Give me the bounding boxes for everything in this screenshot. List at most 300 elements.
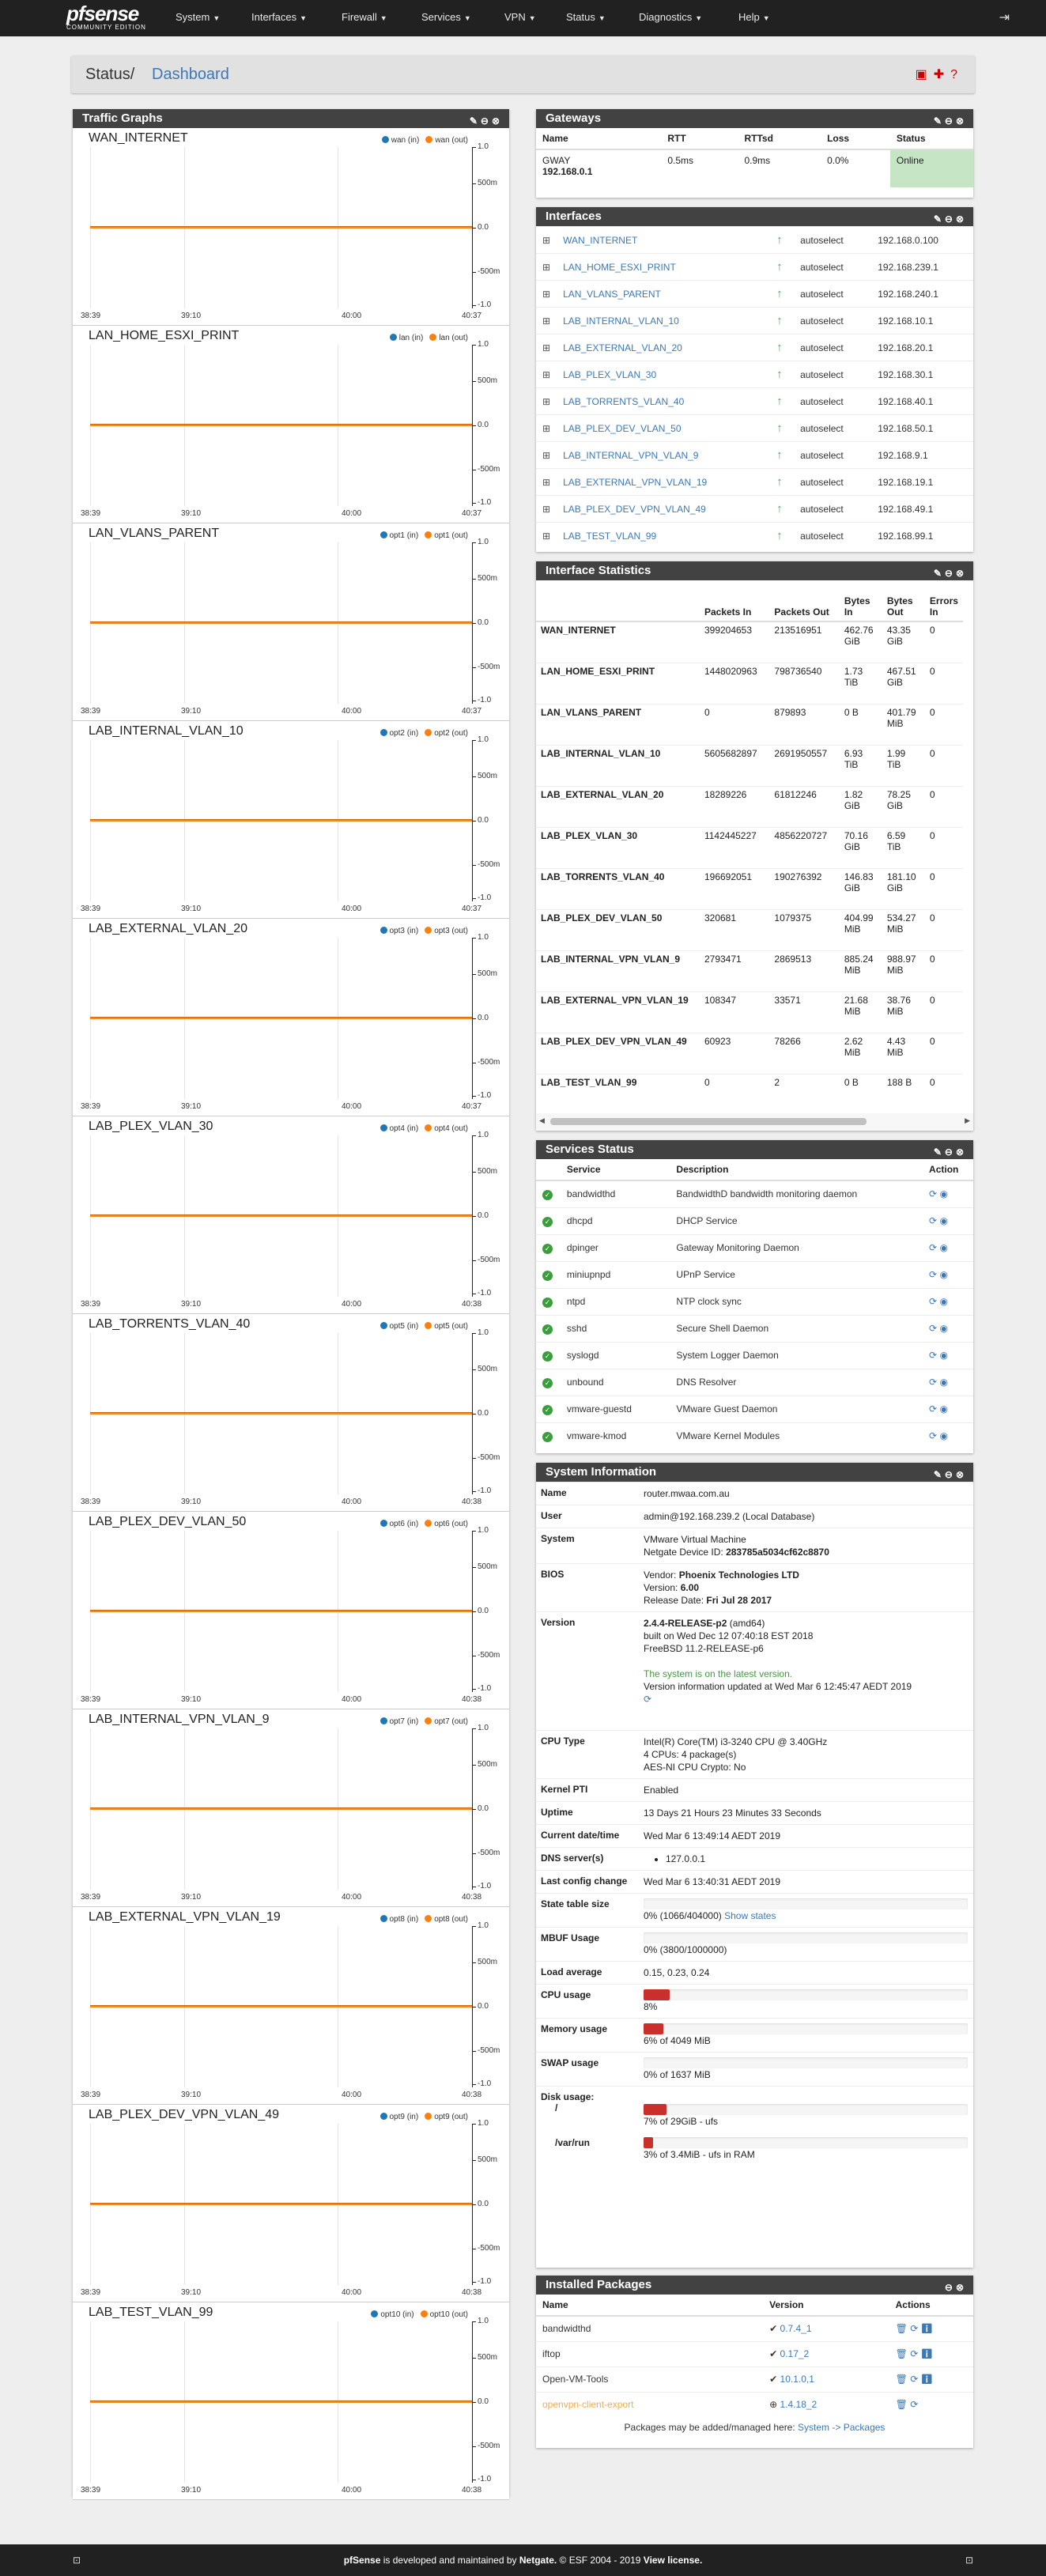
- col-rttsd: RTTsd: [738, 128, 821, 149]
- reinstall-icon[interactable]: ⟳: [910, 2323, 921, 2335]
- service-row: [536, 1422, 973, 1449]
- y-tick-label: 0.0: [478, 1607, 489, 1615]
- y-tick-mark: [472, 2282, 476, 2283]
- interface-link[interactable]: LAB_INTERNAL_VPN_VLAN_9: [563, 449, 699, 461]
- package-version-cell: [763, 2341, 889, 2366]
- graph-title: LAB_EXTERNAL_VPN_VLAN_19: [89, 1910, 281, 1924]
- gateway-status: Online: [890, 149, 973, 187]
- nav-system[interactable]: [176, 11, 220, 23]
- interface-link[interactable]: WAN_INTERNET: [563, 234, 638, 246]
- label-name: Name: [541, 1487, 567, 1498]
- y-tick-mark: [472, 2204, 476, 2205]
- footer-right-icon[interactable]: ⊡: [965, 2555, 973, 2566]
- label-cpu: CPU Type: [541, 1736, 585, 1747]
- logo-text: pfsense: [66, 2, 139, 25]
- minimize-icon[interactable]: ⊖: [944, 568, 956, 579]
- interface-media: autoselect: [794, 442, 871, 469]
- value-system: VMware Virtual Machine: [644, 1534, 746, 1545]
- y-tick-mark: [472, 1853, 476, 1854]
- stop-icon[interactable]: ◉: [939, 1430, 948, 1442]
- label-bios-date: Release Date:: [644, 1595, 704, 1606]
- scrollbar-thumb[interactable]: [550, 1118, 867, 1125]
- nav-help[interactable]: [738, 11, 770, 23]
- legend-in-swatch: [380, 1717, 387, 1724]
- interface-media: autoselect: [794, 361, 871, 388]
- arrow-up-icon: ↑: [776, 260, 783, 274]
- y-tick-label: 1.0: [478, 2119, 489, 2128]
- y-tick-label: 500m: [478, 574, 498, 583]
- legend-in-swatch: [380, 2113, 387, 2120]
- close-icon[interactable]: ⊗: [955, 115, 967, 127]
- legend-in-label: opt9 (in): [389, 2113, 419, 2121]
- graph-legend[interactable]: [380, 531, 469, 540]
- y-tick-label: 500m: [478, 1958, 498, 1966]
- reinstall-icon[interactable]: ⟳: [910, 2374, 921, 2385]
- minimize-icon[interactable]: ⊖: [944, 115, 956, 127]
- service-status-cell: [536, 1288, 561, 1315]
- label-version: Version: [541, 1617, 576, 1628]
- interface-link[interactable]: LAB_PLEX_DEV_VPN_VLAN_49: [563, 503, 706, 515]
- graph-title: LAB_INTERNAL_VLAN_10: [89, 724, 244, 738]
- wrench-icon[interactable]: ✎: [933, 1146, 945, 1158]
- y-tick-mark: [472, 898, 476, 899]
- sysinfo-row-datetime: [536, 1825, 973, 1848]
- nav-interfaces[interactable]: [251, 11, 307, 23]
- breadcrumb-actions: [916, 66, 964, 82]
- interface-media: autoselect: [794, 281, 871, 308]
- y-tick-mark: [472, 623, 476, 624]
- installed-packages-header: [536, 2276, 973, 2295]
- pfsense-logo[interactable]: [66, 3, 153, 33]
- stats-bytes-out: 988.97 MiB: [882, 950, 925, 991]
- interface-name-cell: [557, 227, 770, 254]
- interface-ip: 192.168.10.1: [871, 308, 973, 334]
- system-packages-link[interactable]: System -> Packages: [798, 2422, 886, 2433]
- y-tick-mark: [472, 740, 476, 741]
- wrench-icon[interactable]: ✎: [933, 213, 945, 225]
- graph-legend[interactable]: [380, 2113, 469, 2121]
- stats-row: [536, 621, 963, 663]
- x-tick-label: 39:10: [181, 1695, 202, 1704]
- label-disk-root: /: [555, 2102, 558, 2113]
- arrow-up-icon: ↑: [776, 233, 783, 247]
- minimize-icon[interactable]: ⊖: [944, 1146, 956, 1158]
- service-actions: [923, 1207, 973, 1234]
- interface-link[interactable]: LAB_EXTERNAL_VLAN_20: [563, 342, 682, 353]
- reinstall-icon[interactable]: ⟳: [910, 2399, 919, 2411]
- stats-bytes-out: 401.79 MiB: [882, 704, 925, 745]
- y-tick-label: 1.0: [478, 1921, 489, 1930]
- network-icon: ⊞: [542, 395, 551, 407]
- y-tick-label: 500m: [478, 2155, 498, 2164]
- wrench-icon[interactable]: ✎: [933, 568, 945, 579]
- check-icon: ✔: [769, 2323, 780, 2335]
- help-icon[interactable]: ?: [950, 68, 964, 81]
- nav-diagnostics[interactable]: [639, 11, 702, 23]
- stats-packets-in: 60923: [700, 1033, 769, 1074]
- wrench-icon[interactable]: ✎: [933, 115, 945, 127]
- legend-out-swatch: [425, 2113, 432, 2120]
- footer-company[interactable]: Netgate.: [519, 2555, 557, 2566]
- close-icon[interactable]: ⊗: [955, 2282, 967, 2293]
- sysinfo-row-mem: [536, 2019, 973, 2053]
- interface-status-cell: [770, 254, 794, 281]
- interface-link[interactable]: LAN_HOME_ESXI_PRINT: [563, 261, 676, 273]
- interface-name-cell: [557, 254, 770, 281]
- stats-errors-in: 0: [925, 663, 963, 704]
- y-tick-mark: [472, 425, 476, 426]
- save-icon[interactable]: ▣: [915, 68, 934, 81]
- gateway-row: [536, 149, 973, 187]
- minimize-icon[interactable]: ⊖: [944, 1469, 956, 1480]
- close-icon[interactable]: ⊗: [955, 213, 967, 225]
- y-tick-label: -500m: [478, 267, 500, 276]
- traffic-graph: [73, 721, 509, 919]
- close-icon[interactable]: ⊗: [955, 1146, 967, 1158]
- interface-cell: [536, 361, 557, 388]
- panel-title: Gateways: [546, 111, 602, 125]
- minimize-icon[interactable]: ⊖: [944, 213, 956, 225]
- gateway-rtt: 0.5ms: [667, 155, 694, 166]
- legend-out-label: opt6 (out): [434, 1520, 468, 1528]
- restart-icon[interactable]: ⟳: [929, 1430, 940, 1442]
- interface-row: [536, 388, 973, 415]
- services-col-header: Service: [561, 1159, 670, 1180]
- restart-icon[interactable]: ⟳: [929, 1188, 940, 1200]
- label-state: State table size: [541, 1898, 610, 1909]
- nav-vpn[interactable]: [504, 11, 536, 23]
- footer-copyright: © ESF 2004 - 2019: [559, 2555, 641, 2566]
- graph-legend[interactable]: [380, 1915, 469, 1924]
- trash-icon[interactable]: 🗑: [895, 2323, 911, 2335]
- interface-link[interactable]: LAB_PLEX_VLAN_30: [563, 368, 657, 380]
- value-swap: 0% of 1637 MiB: [644, 2069, 711, 2080]
- footer-license-link[interactable]: View license.: [643, 2555, 703, 2566]
- package-version-cell: [763, 2392, 889, 2417]
- stats-packets-in: 5605682897: [700, 745, 769, 786]
- state-bar: [644, 1898, 968, 1909]
- network-icon: ⊞: [542, 476, 551, 488]
- stats-packets-in: 196692051: [700, 868, 769, 909]
- stats-interface: LAN_HOME_ESXI_PRINT: [536, 663, 700, 704]
- y-tick-label: 0.0: [478, 421, 489, 429]
- interface-link[interactable]: LAB_TORRENTS_VLAN_40: [563, 395, 685, 407]
- stats-bytes-in: 2.62 MiB: [840, 1033, 882, 1074]
- y-tick-label: 1.0: [478, 1724, 489, 1732]
- y-tick-label: 0.0: [478, 2200, 489, 2208]
- refresh-icon[interactable]: ⟳: [644, 1694, 652, 1705]
- package-version[interactable]: 10.1.0,1: [780, 2374, 814, 2385]
- stop-icon[interactable]: ◉: [939, 1403, 948, 1415]
- traffic-graph: [73, 1907, 509, 2105]
- stats-bytes-out: 43.35 GiB: [882, 621, 925, 663]
- interface-media: autoselect: [794, 334, 871, 361]
- stop-icon[interactable]: ◉: [939, 1269, 948, 1280]
- interface-link[interactable]: LAB_EXTERNAL_VPN_VLAN_19: [563, 476, 708, 488]
- breadcrumb-section[interactable]: [85, 66, 134, 84]
- interface-row: [536, 496, 973, 523]
- disk-var-bar: [644, 2137, 968, 2148]
- interface-link[interactable]: LAB_PLEX_DEV_VLAN_50: [563, 422, 682, 434]
- legend-out-label: opt4 (out): [434, 1124, 468, 1133]
- y-tick-label: 0.0: [478, 1409, 489, 1418]
- package-actions: [889, 2366, 973, 2392]
- stats-bytes-out: 467.51 GiB: [882, 663, 925, 704]
- info-icon[interactable]: ℹ: [920, 2374, 933, 2385]
- panel-controls: [934, 210, 967, 229]
- horizontal-scrollbar[interactable]: [536, 1113, 973, 1131]
- legend-out-label: opt7 (out): [434, 1717, 468, 1726]
- legend-out-swatch: [425, 1520, 432, 1527]
- y-tick-label: -1.0: [478, 1684, 492, 1693]
- x-tick-label: 40:00: [342, 1498, 362, 1506]
- label-disk-var: /var/run: [555, 2137, 591, 2148]
- stop-icon[interactable]: ◉: [939, 1323, 948, 1334]
- check-circle-icon: ✓: [542, 1432, 553, 1442]
- service-name: unbound: [561, 1369, 670, 1396]
- stop-icon[interactable]: ◉: [939, 1242, 948, 1253]
- arrow-up-icon: ↑: [776, 314, 783, 327]
- y-tick-label: -1.0: [478, 300, 492, 309]
- y-tick-mark: [472, 381, 476, 382]
- wrench-icon[interactable]: ✎: [933, 1469, 945, 1480]
- graph-legend[interactable]: [380, 927, 469, 935]
- legend-in-swatch: [371, 2310, 378, 2317]
- y-tick-mark: [472, 1216, 476, 1217]
- x-tick-label: 39:10: [181, 1893, 202, 1902]
- graph-legend[interactable]: [390, 334, 468, 342]
- interface-link[interactable]: LAN_VLANS_PARENT: [563, 288, 661, 300]
- panel-title: Interface Statistics: [546, 564, 651, 577]
- package-version[interactable]: 0.17_2: [780, 2348, 810, 2359]
- graph-legend[interactable]: [380, 1322, 469, 1331]
- trash-icon[interactable]: 🗑: [895, 2374, 911, 2385]
- graph-legend[interactable]: [380, 1520, 469, 1528]
- y-tick-label: 500m: [478, 2353, 498, 2362]
- nav-status[interactable]: [566, 11, 606, 23]
- stop-icon[interactable]: ◉: [939, 1296, 948, 1307]
- caret-down-icon: ▼: [762, 14, 770, 22]
- info-icon[interactable]: ℹ: [920, 2323, 933, 2335]
- traffic-graphs-panel: [73, 109, 509, 2497]
- graph-title: LAB_TORRENTS_VLAN_40: [89, 1317, 251, 1331]
- legend-out-label: lan (out): [439, 334, 468, 342]
- legend-in-label: opt1 (in): [389, 531, 419, 540]
- package-name: bandwidthd: [536, 2316, 763, 2341]
- legend-out-label: opt5 (out): [434, 1322, 468, 1331]
- show-states-link[interactable]: Show states: [724, 1910, 776, 1921]
- stats-interface: LAB_TORRENTS_VLAN_40: [536, 868, 700, 909]
- graph-legend[interactable]: [382, 136, 468, 145]
- footer-left-icon[interactable]: ⊡: [73, 2555, 81, 2566]
- trash-icon[interactable]: 🗑: [895, 2348, 911, 2359]
- stats-bytes-in: 404.99 MiB: [840, 909, 882, 950]
- close-icon[interactable]: ⊗: [491, 115, 503, 127]
- y-tick-mark: [472, 1689, 476, 1690]
- service-actions: [923, 1234, 973, 1261]
- stats-bytes-in: 462.76 GiB: [840, 621, 882, 663]
- nav-firewall[interactable]: [342, 11, 387, 23]
- stop-icon[interactable]: ◉: [939, 1188, 948, 1200]
- restart-icon[interactable]: ⟳: [929, 1350, 940, 1361]
- network-icon: ⊞: [542, 449, 551, 461]
- restart-icon[interactable]: ⟳: [929, 1269, 940, 1280]
- interface-row: [536, 281, 973, 308]
- services-status-panel: [536, 1140, 973, 1453]
- service-name: ntpd: [561, 1288, 670, 1315]
- y-tick-label: 1.0: [478, 142, 489, 151]
- x-tick-label: 40:38: [462, 1300, 482, 1309]
- legend-in-label: opt8 (in): [389, 1915, 419, 1924]
- legend-in-swatch: [380, 1520, 387, 1527]
- restart-icon[interactable]: ⟳: [929, 1296, 940, 1307]
- stop-icon[interactable]: ◉: [939, 1377, 948, 1388]
- interface-name-cell: [557, 469, 770, 496]
- interface-status-cell: [770, 281, 794, 308]
- logout-icon[interactable]: ⇥: [999, 11, 1010, 25]
- sysinfo-row-swap: [536, 2053, 973, 2087]
- col-name: Name: [536, 128, 661, 149]
- sysinfo-row-mbuf: [536, 1928, 973, 1962]
- scroll-left-icon[interactable]: ◀: [539, 1116, 545, 1124]
- stats-errors-in: 0: [925, 827, 963, 868]
- y-tick-label: 1.0: [478, 538, 489, 546]
- y-tick-mark: [472, 667, 476, 668]
- nav-services[interactable]: [421, 11, 471, 23]
- stats-packets-in: 399204653: [700, 621, 769, 663]
- y-tick-label: 1.0: [478, 1328, 489, 1337]
- page-title[interactable]: Dashboard: [152, 66, 229, 83]
- restart-icon[interactable]: ⟳: [929, 1323, 940, 1334]
- stats-row: [536, 991, 963, 1033]
- package-row: [536, 2341, 973, 2366]
- x-tick-label: 38:39: [81, 905, 101, 913]
- graph-title: LAB_TEST_VLAN_99: [89, 2306, 213, 2319]
- package-version[interactable]: 0.7.4_1: [780, 2323, 812, 2335]
- x-tick-label: 40:38: [462, 2091, 482, 2099]
- caret-down-icon: ▼: [380, 14, 387, 22]
- interface-name-cell: [557, 523, 770, 550]
- graph-legend[interactable]: [371, 2310, 468, 2319]
- interface-status-cell: [770, 442, 794, 469]
- y-tick-mark: [472, 821, 476, 822]
- wrench-icon[interactable]: ✎: [469, 115, 481, 127]
- stats-packets-in: 0: [700, 704, 769, 745]
- swap-bar: [644, 2057, 968, 2068]
- x-tick-label: 38:39: [81, 2486, 101, 2495]
- interfaces-table: [536, 226, 973, 550]
- scroll-right-icon[interactable]: ▶: [965, 1116, 970, 1124]
- stats-errors-in: 0: [925, 745, 963, 786]
- service-description: UPnP Service: [670, 1261, 923, 1288]
- minimize-icon[interactable]: ⊖: [480, 115, 492, 127]
- restart-icon[interactable]: ⟳: [929, 1403, 940, 1415]
- y-tick-mark: [472, 865, 476, 866]
- legend-out-swatch: [425, 531, 432, 538]
- x-tick-label: 39:10: [181, 1300, 202, 1309]
- installed-packages-panel: [536, 2276, 973, 2448]
- legend-in-label: lan (in): [398, 334, 424, 342]
- x-tick-label: 40:00: [342, 1102, 362, 1111]
- interface-status-cell: [770, 227, 794, 254]
- col-loss: Loss: [821, 128, 890, 149]
- restart-icon[interactable]: ⟳: [929, 1242, 940, 1253]
- arrow-up-icon: ↑: [776, 287, 783, 300]
- interface-statistics-table: [536, 580, 963, 1112]
- interface-media: autoselect: [794, 254, 871, 281]
- arrow-up-icon: ↑: [776, 341, 783, 354]
- interface-cell: [536, 442, 557, 469]
- interface-ip: 192.168.19.1: [871, 469, 973, 496]
- stats-col-header: Packets Out: [769, 580, 839, 621]
- packages-col-header: Name: [536, 2295, 763, 2316]
- y-tick-mark: [472, 2446, 476, 2447]
- interface-row: [536, 442, 973, 469]
- stop-icon[interactable]: ◉: [939, 1215, 948, 1226]
- legend-out-swatch: [425, 136, 432, 143]
- interface-media: autoselect: [794, 469, 871, 496]
- interface-link[interactable]: LAB_TEST_VLAN_99: [563, 530, 657, 542]
- y-tick-mark: [472, 1491, 476, 1492]
- x-tick-label: 40:00: [342, 1893, 362, 1902]
- sysinfo-row-load: [536, 1962, 973, 1985]
- legend-out-swatch: [425, 1915, 432, 1922]
- label-device-id: Netgate Device ID:: [644, 1547, 723, 1558]
- stats-packets-out: 1079375: [769, 909, 839, 950]
- graph-legend[interactable]: [380, 729, 469, 738]
- value-freebsd: FreeBSD 11.2-RELEASE-p6: [644, 1643, 764, 1654]
- label-bios-version: Version:: [644, 1582, 678, 1593]
- reinstall-icon[interactable]: ⟳: [910, 2348, 921, 2359]
- package-version-cell: [763, 2366, 889, 2392]
- x-tick-label: 40:38: [462, 1498, 482, 1506]
- panel-title: System Information: [546, 1465, 657, 1479]
- interface-cell: [536, 334, 557, 361]
- graph-legend[interactable]: [380, 1124, 469, 1133]
- traffic-graph: [73, 919, 509, 1116]
- service-row: [536, 1207, 973, 1234]
- close-icon[interactable]: ⊗: [955, 568, 967, 579]
- restart-icon[interactable]: ⟳: [929, 1215, 940, 1226]
- value-pti: Enabled: [644, 1785, 679, 1796]
- sysinfo-row-cpu: [536, 1731, 973, 1779]
- trash-icon[interactable]: 🗑: [895, 2399, 911, 2411]
- traffic-graph: [73, 128, 509, 326]
- label-datetime: Current date/time: [541, 1830, 620, 1841]
- sysinfo-row-cpuu: [536, 1985, 973, 2019]
- services-col-header: Action: [923, 1159, 973, 1180]
- minimize-icon[interactable]: ⊖: [944, 2282, 956, 2293]
- stats-packets-out: 78266: [769, 1033, 839, 1074]
- label-mbuf: MBUF Usage: [541, 1932, 600, 1943]
- close-icon[interactable]: ⊗: [955, 1469, 967, 1480]
- package-version[interactable]: 1.4.18_2: [780, 2399, 818, 2411]
- restart-icon[interactable]: ⟳: [929, 1377, 940, 1388]
- check-circle-icon: ✓: [542, 1190, 553, 1200]
- info-icon[interactable]: ℹ: [920, 2348, 933, 2359]
- y-tick-mark: [472, 2160, 476, 2161]
- graph-legend[interactable]: [380, 1717, 469, 1726]
- interface-link[interactable]: LAB_INTERNAL_VLAN_10: [563, 315, 679, 327]
- package-row: [536, 2366, 973, 2392]
- add-widget-icon[interactable]: ✚: [933, 68, 951, 81]
- traffic-series-line: [90, 2203, 472, 2205]
- gateways-table: [536, 128, 973, 187]
- y-tick-mark: [472, 2358, 476, 2359]
- stop-icon[interactable]: ◉: [939, 1350, 948, 1361]
- y-tick-label: -500m: [478, 2046, 500, 2055]
- y-tick-label: 500m: [478, 1365, 498, 1373]
